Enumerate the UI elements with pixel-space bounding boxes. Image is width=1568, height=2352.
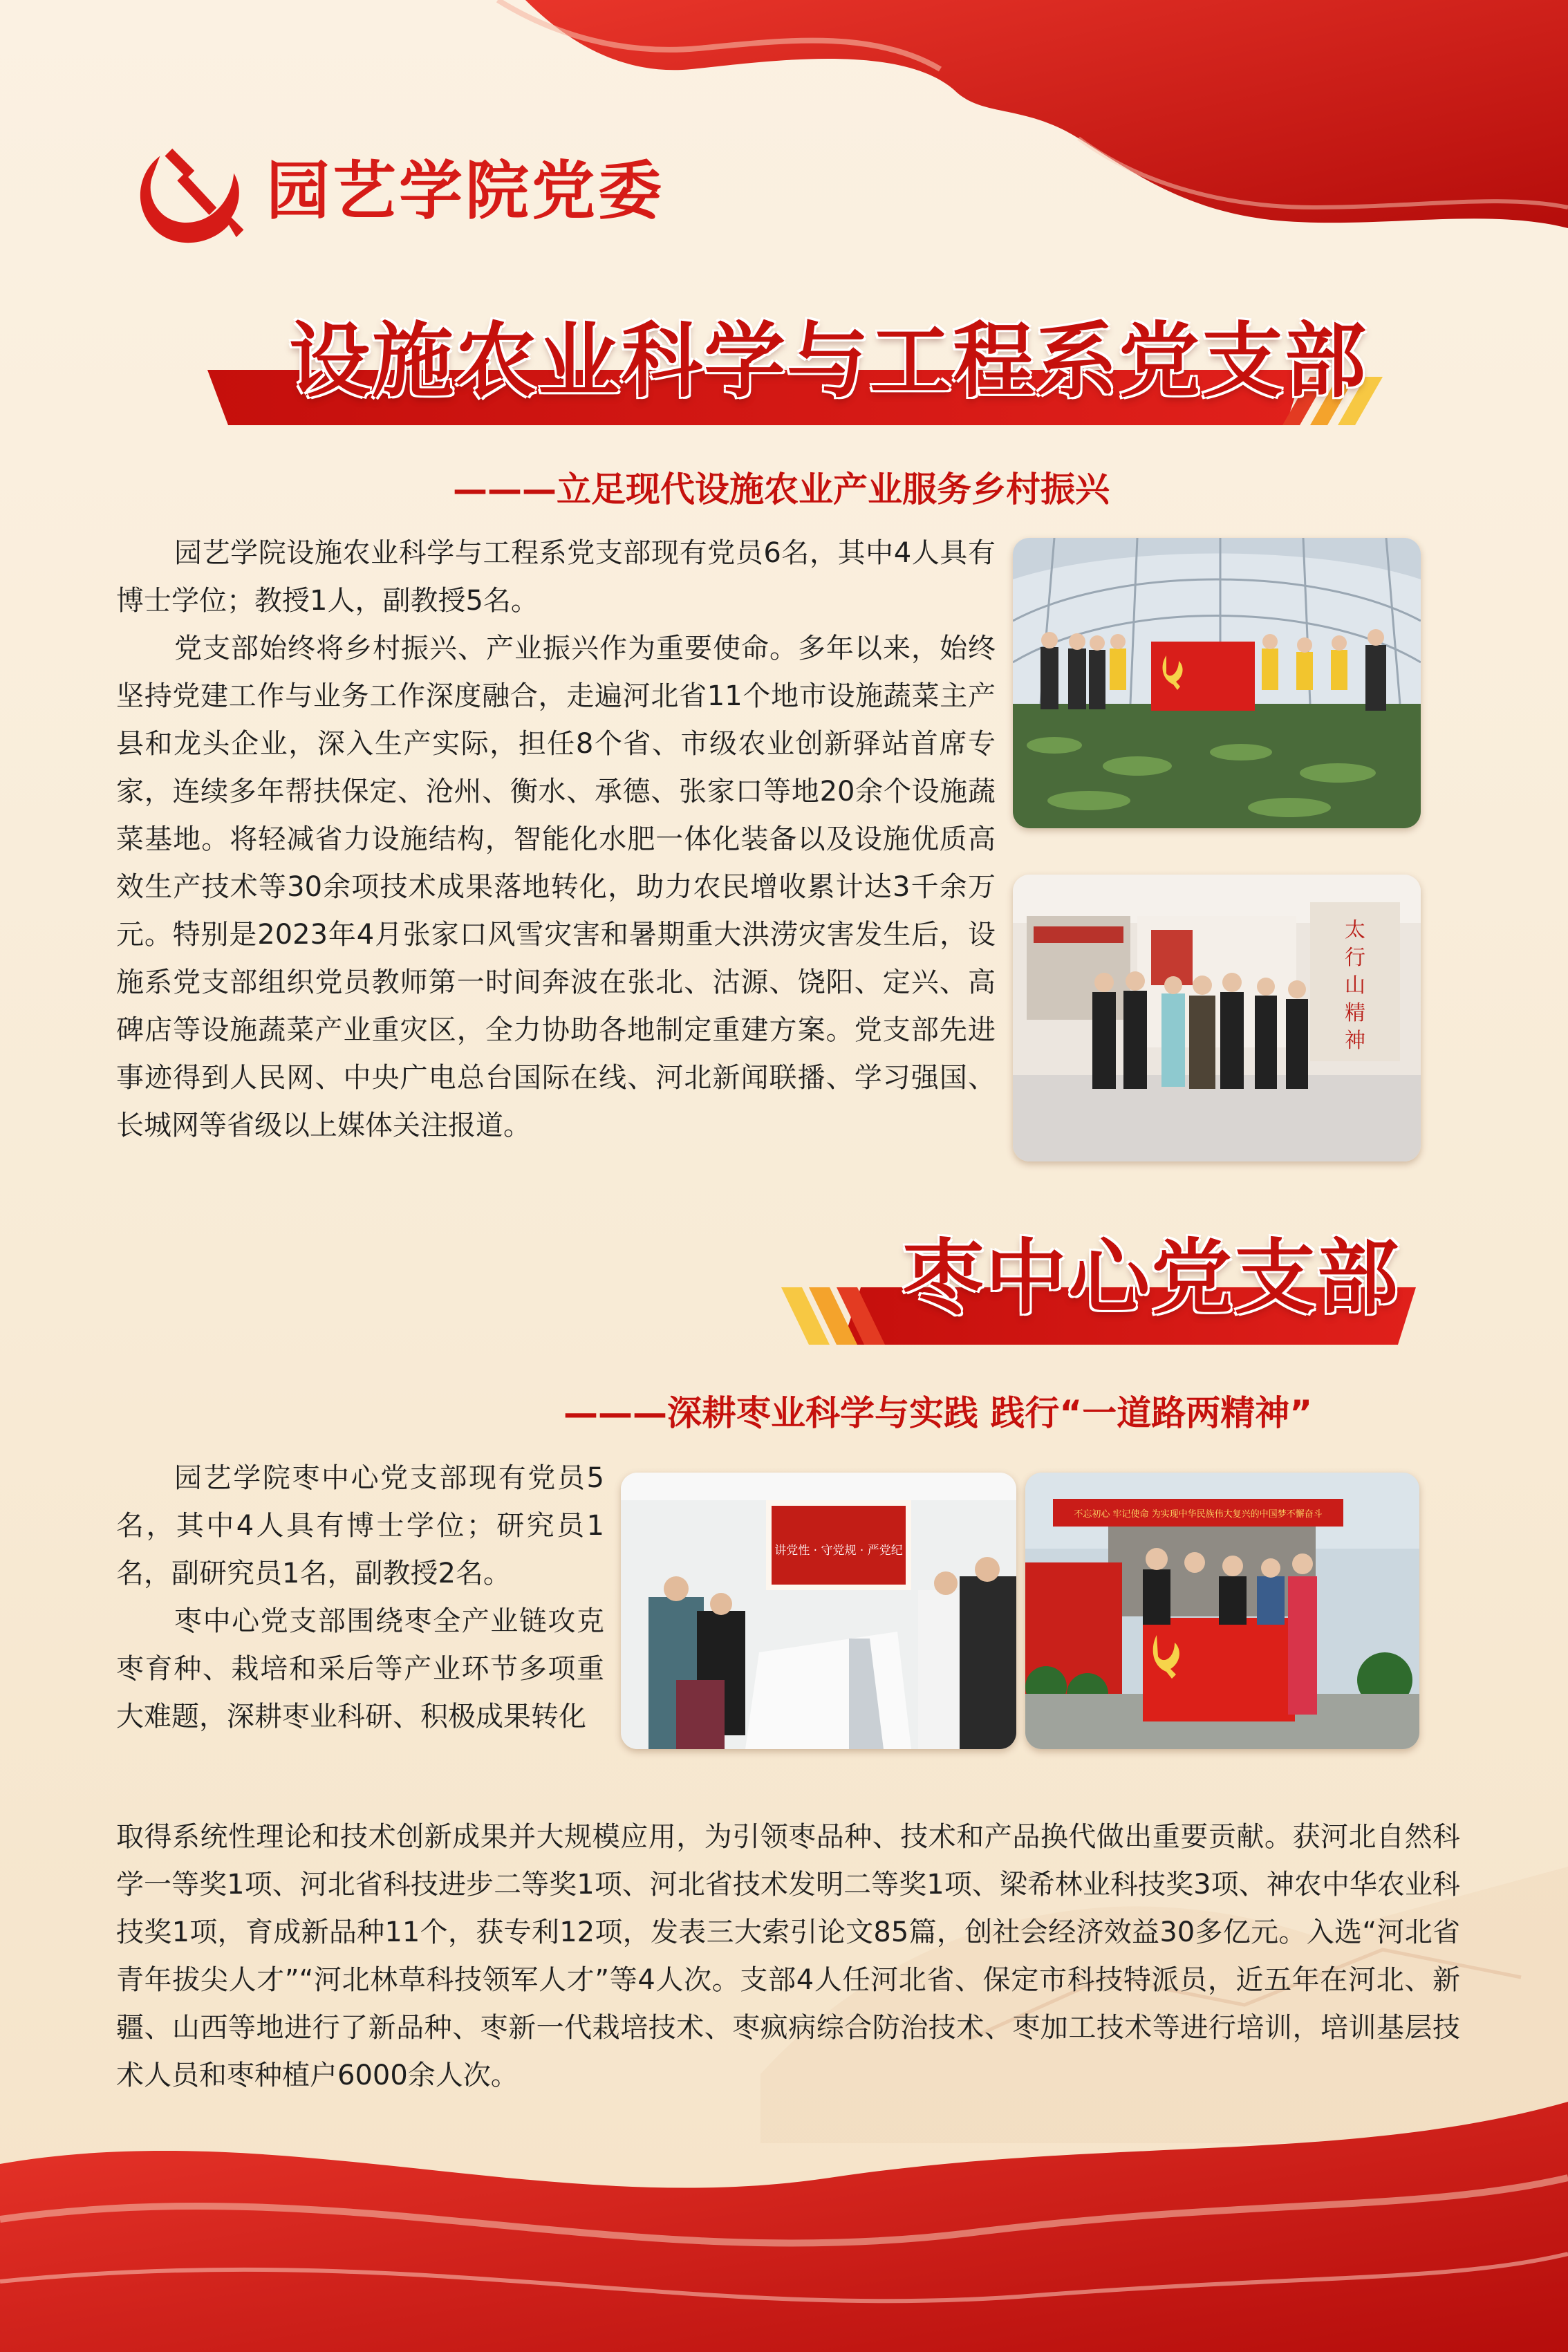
meeting-screen-text: 讲党性 · 守党规 · 严党纪 [774,1544,903,1558]
meeting-room-photo [621,1473,1016,1749]
flag-photo-banner-text: 不忘初心 牢记使命 为实现中华民族伟大复兴的中国梦不懈奋斗 [1074,1509,1323,1520]
svg-text:精: 精 [1345,1002,1365,1025]
exhibition-hall-group-photo [1013,875,1421,1161]
section-body-continued [116,1813,1460,2100]
hammer-sickle-icon [123,131,246,254]
greenhouse-group-photo [1013,538,1421,828]
svg-text:山: 山 [1345,974,1365,997]
paragraph: 党支部始终将乡村振兴、产业振兴作为重要使命。多年以来，始终坚持党建工作与业务工作深度融合，走遍河北省11个地市设施蔬菜主产县和龙头企业，深入生产实际，担任8个省、市级农业创新驿站首席专家，连续多年帮扶保定、沧州、衡水、承德、张家口等地20余个设施蔬菜基地。将轻减省力设施结构，智能化水肥一体化装备以及设施优质高效生产技术等30余项技术成果落地转化，助力农民增收累计达3千余万元。特别是2023年4月张家口风雪灾害和暑期重大洪涝灾害发生后，设施系党支部组织党员教师第一时间奔波在张北、沽源、饶阳、定兴、高碑店等设施蔬菜产业重灾区，全力协助各地制定重建方案。党支部先进事迹得到人民网、中央广电总台国际在线、河北新闻联播、学习强国、长城网等省级以上媒体关注报道。 [116,633,996,1141]
org-name: 园艺学院党委 [266,154,665,228]
section-title: 设施农业科学与工程系党支部 [289,313,1368,409]
paragraph: 枣中心党支部围绕枣全产业链攻克枣育种、栽培和采后等产业环节多项重大难题，深耕枣业科研、积极成果转化 [116,1605,604,1733]
section-body [116,1455,604,1741]
section-subtitle: ———立足现代设施农业产业服务乡村振兴 [453,469,1110,510]
svg-text:行: 行 [1345,946,1365,969]
paragraph: 园艺学院枣中心党支部现有党员5名，其中4人具有博士学位；研究员1名，副研究员1名，副教授2名。 [116,1462,604,1589]
section-subtitle: ———深耕枣业科学与实践 践行“一道路两精神” [563,1393,1313,1433]
section-body [116,530,996,1150]
paragraph: 园艺学院设施农业科学与工程系党支部现有党员6名，其中4人具有博士学位；教授1人，副教授5名。 [116,537,996,617]
paragraph: 取得系统性理论和技术创新成果并大规模应用，为引领枣品种、技术和产品换代做出重要贡献。获河北自然科学一等奖1项、河北省科技进步二等奖1项、河北省技术发明二等奖1项、梁希林业科技奖3项、神农中华农业科技奖1项，育成新品种11个，获专利12项，发表三大索引论文85篇，创社会经济效益30多亿元。入选“河北省青年拔尖人才”“河北林草科技领军人才”等4人次。支部4人任河北省、保定市科技特派员，近五年在河北、新疆、山西等地进行了新品种、枣新一代栽培技术、枣疯病综合防治技术、枣加工技术等进行培训，培训基层技术人员和枣种植户6000余人次。 [116,1821,1460,2091]
section-title: 枣中心党支部 [902,1230,1401,1325]
svg-text:神: 神 [1345,1029,1365,1052]
svg-text:太: 太 [1345,919,1365,942]
flag-group-photo [1025,1473,1419,1749]
